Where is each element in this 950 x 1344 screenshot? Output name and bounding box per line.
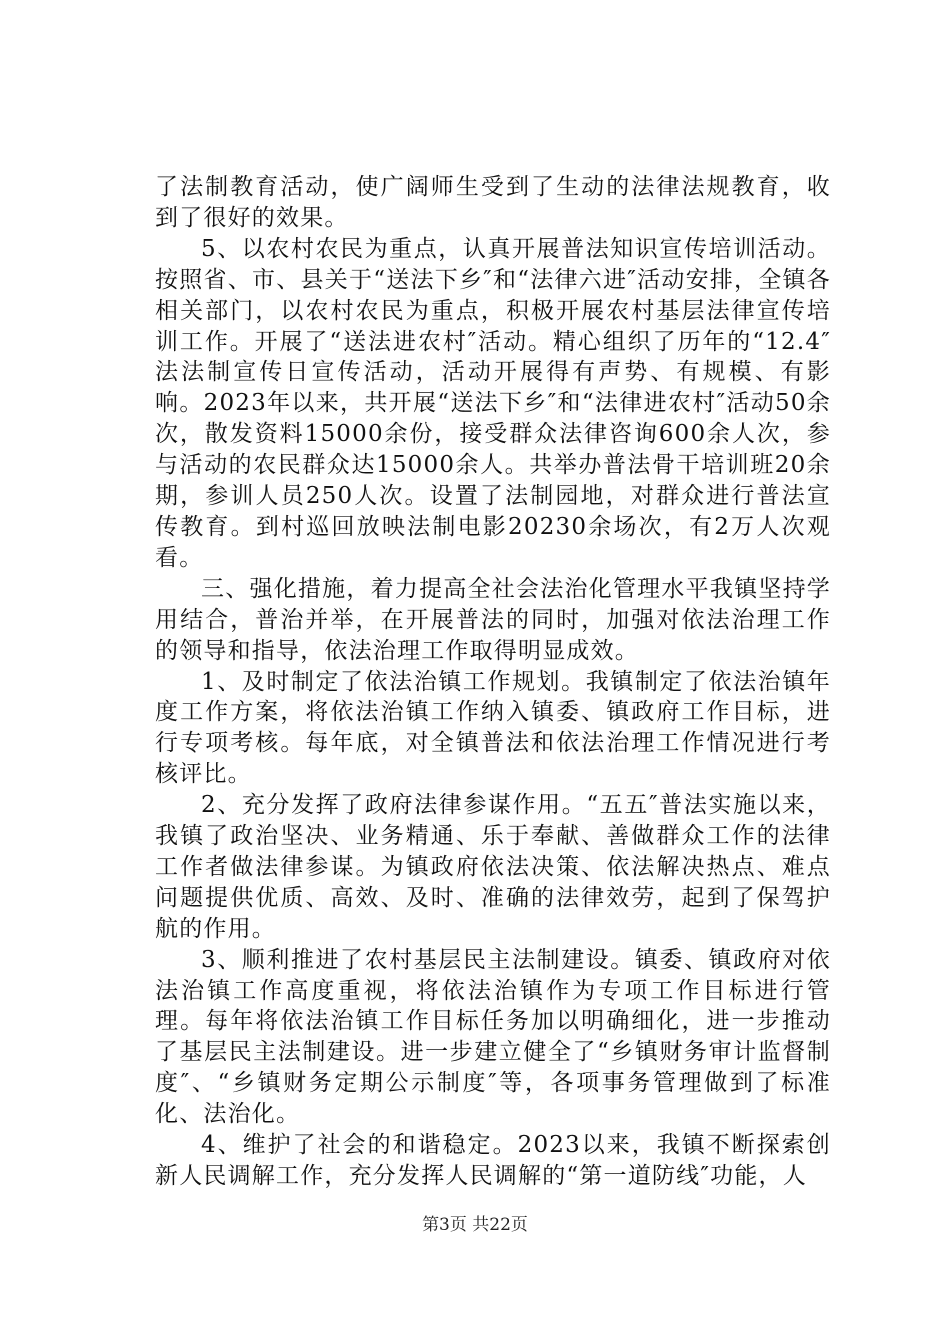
- paragraph-item-4: 4、维护了社会的和谐稳定。2023以来，我镇不断探索创新人民调解工作，充分发挥人民调解的“第一道防线″功能，人: [155, 1132, 831, 1189]
- paragraph-continuation: 了法制教育活动，使广阔师生受到了生动的法律法规教育，收到了很好的效果。: [155, 174, 831, 231]
- paragraph-item-5: 5、以农村农民为重点，认真开展普法知识宣传培训活动。按照省、市、县关于“送法下乡″和“法律六进″活动安排，全镇各相关部门，以农村农民为重点，积极开展农村基层法律宣传培训工作。开展了“送法进农村″活动。精心组织了历年的“12.4″法法制宣传日宣传活动，活动开展得有声势、有规模、有影响。2023年以来，共开展“送法下乡″和“法律进农村″活动50余次，散发资料15000余份，接受群众法律咨询600余人次，参与活动的农民群众达15000余人。共举办普法骨干培训班20余期，参训人员250人次。设置了法制园地，对群众进行普法宣传教育。到村巡回放映法制电影20230余场次，有2万人次观看。: [155, 235, 831, 571]
- paragraph-item-2: 2、充分发挥了政府法律参谋作用。“五五″普法实施以来，我镇了政治坚决、业务精通、乐于奉献、善做群众工作的法律工作者做法律参谋。为镇政府依法决策、依法解决热点、难点问题提供优质、高效、及时、准确的法律效劳，起到了保驾护航的作用。: [155, 792, 831, 942]
- paragraph-item-3: 3、顺利推进了农村基层民主法制建设。镇委、镇政府对依法治镇工作高度重视，将依法治镇作为专项工作目标进行管理。每年将依法治镇工作目标任务加以明确细化，进一步推动了基层民主法制建设。进一步建立健全了“乡镇财务审计监督制度″、“乡镇财务定期公示制度″等，各项事务管理做到了标准化、法治化。: [155, 946, 831, 1128]
- page-footer: [0, 1213, 950, 1237]
- paragraph-item-1: 1、及时制定了依法治镇工作规划。我镇制定了依法治镇年度工作方案，将依法治镇工作纳入镇委、镇政府工作目标，进行专项考核。每年底，对全镇普法和依法治理工作情况进行考核评比。: [155, 668, 831, 788]
- paragraph-section-3: 三、强化措施，着力提高全社会法治化管理水平我镇坚持学用结合，普治并举，在开展普法的同时，加强对依法治理工作的领导和指导，依法治理工作取得明显成效。: [155, 575, 831, 664]
- document-body: [155, 172, 831, 1192]
- page-number-label: 第3页 共22页: [422, 1215, 528, 1235]
